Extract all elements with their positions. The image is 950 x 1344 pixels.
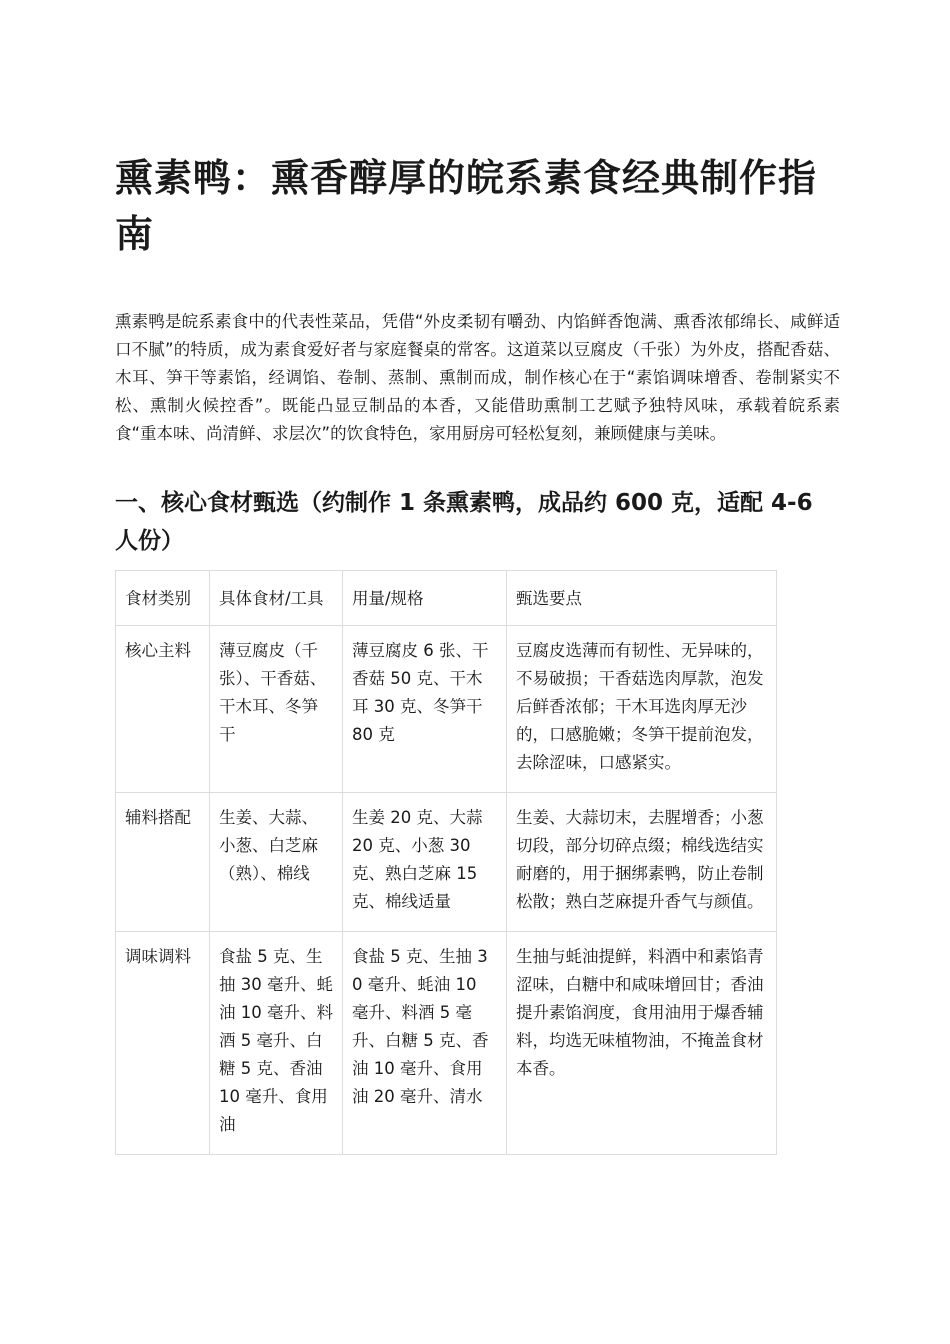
page-title: 熏素鸭：熏香醇厚的皖系素食经典制作指南 <box>115 156 818 256</box>
table-cell-items: 薄豆腐皮（千张）、干香菇、干木耳、冬笋干 <box>210 626 343 793</box>
table-cell-items: 食盐 5 克、生抽 30 毫升、蚝油 10 毫升、料酒 5 毫升、白糖 5 克、香油 10 毫升、食用油 <box>210 932 343 1155</box>
table-cell-amount: 生姜 20 克、大蒜 20 克、小葱 30 克、熟白芝麻 15 克、棉线适量 <box>343 793 507 932</box>
table-cell-items: 生姜、大蒜、小葱、白芝麻（熟）、棉线 <box>210 793 343 932</box>
table-cell-category: 调味调料 <box>116 932 210 1155</box>
table-row <box>116 793 777 932</box>
table-cell-tips: 生抽与蚝油提鲜，料酒中和素馅青涩味，白糖中和咸味增回甘；香油提升素馅润度，食用油用于爆香辅料，均选无味植物油，不掩盖食材本香。 <box>507 932 777 1155</box>
table-cell-category: 核心主料 <box>116 626 210 793</box>
table-row <box>116 932 777 1155</box>
table-header-cell: 用量/规格 <box>343 571 507 626</box>
table-header-row <box>116 571 777 626</box>
ingredients-table <box>115 570 777 1155</box>
table-cell-tips: 生姜、大蒜切末，去腥增香；小葱切段，部分切碎点缀；棉线选结实耐磨的，用于捆绑素鸭，防止卷制松散；熟白芝麻提升香气与颜值。 <box>507 793 777 932</box>
intro-paragraph: 熏素鸭是皖系素食中的代表性菜品，凭借“外皮柔韧有嚼劲、内馅鲜香饱满、熏香浓郁绵长、咸鲜适口不腻”的特质，成为素食爱好者与家庭餐桌的常客。这道菜以豆腐皮（千张）为外皮，搭配香菇、木耳、笋干等素馅，经调馅、卷制、蒸制、熏制而成，制作核心在于“素馅调味增香、卷制紧实不松、熏制火候控香”。既能凸显豆制品的本香，又能借助熏制工艺赋予独特风味，承载着皖系素食“重本味、尚清鲜、求层次”的饮食特色，家用厨房可轻松复刻，兼顾健康与美味。 <box>115 312 840 443</box>
table-cell-category: 辅料搭配 <box>116 793 210 932</box>
table-cell-amount: 薄豆腐皮 6 张、干香菇 50 克、干木耳 30 克、冬笋干 80 克 <box>343 626 507 793</box>
section-heading-ingredients: 一、核心食材甄选（约制作 1 条熏素鸭，成品约 600 克，适配 4-6 人份） <box>115 490 813 554</box>
table-row <box>116 626 777 793</box>
table-cell-amount: 食盐 5 克、生抽 30 毫升、蚝油 10 毫升、料酒 5 毫升、白糖 5 克、香油 10 毫升、食用油 20 毫升、清水 <box>343 932 507 1155</box>
table-header-cell: 食材类别 <box>116 571 210 626</box>
document-page <box>115 150 840 1155</box>
table-cell-tips: 豆腐皮选薄而有韧性、无异味的，不易破损；干香菇选肉厚款，泡发后鲜香浓郁；干木耳选肉厚无沙的，口感脆嫩；冬笋干提前泡发，去除涩味，口感紧实。 <box>507 626 777 793</box>
table-header-cell: 甄选要点 <box>507 571 777 626</box>
table-header-cell: 具体食材/工具 <box>210 571 343 626</box>
